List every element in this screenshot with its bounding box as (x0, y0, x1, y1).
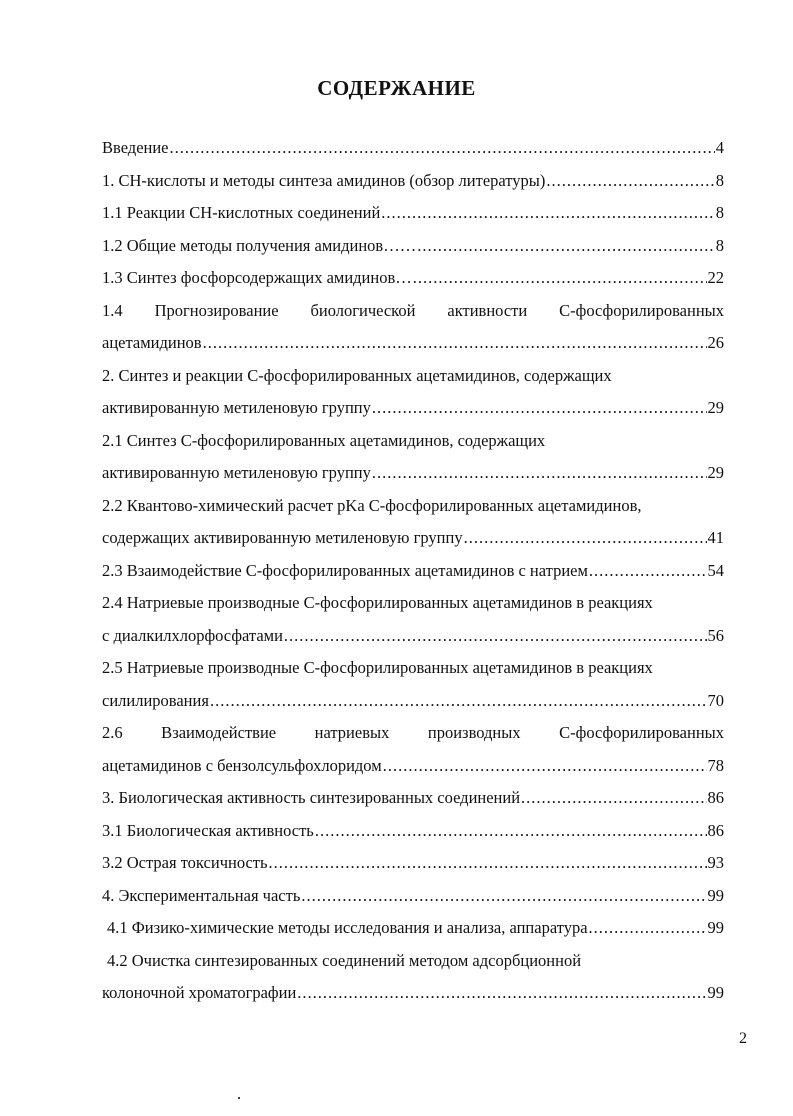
dot-leader (383, 750, 707, 783)
toc-entry-title-line: 2. Синтез и реакции С-фосфорилированных ацетамидинов, содержащих (102, 365, 612, 385)
page-title: СОДЕРЖАНИЕ (317, 76, 476, 100)
toc-entry-title-line: 1.4 Прогнозирование биологической активности С-фосфорилированных (102, 300, 724, 320)
toc-entry-page: 78 (707, 755, 724, 775)
toc-entry (102, 620, 724, 653)
page-number: 2 (739, 1030, 747, 1047)
toc-entry-page: 26 (707, 333, 724, 352)
toc-entry (102, 555, 724, 588)
toc-entry (102, 912, 724, 945)
toc-entry-page: 41 (707, 528, 724, 547)
toc-entry-title-line: 2.5 Натриевые производные С-фосфорилированных ацетамидинов в реакциях (102, 658, 653, 677)
toc-entry-page: 29 (707, 398, 724, 417)
dot-leader (464, 522, 707, 555)
toc-entry-page: 99 (707, 983, 724, 1002)
toc-entry-page: 8 (715, 170, 724, 190)
dot-leader (315, 815, 707, 848)
toc-entry-title: 3.2 Острая токсичность (102, 853, 268, 872)
toc-entry-title: содержащих активированную метиленовую группу (102, 528, 463, 547)
dot-leader (297, 977, 706, 1010)
toc-entry-page: 8 (715, 203, 724, 222)
toc-entry-page: 4 (715, 138, 724, 157)
dot-leader (269, 847, 707, 880)
toc-entry-title: силилирования (102, 690, 209, 710)
toc-entry (102, 457, 724, 490)
dot-leader (301, 880, 706, 913)
scan-artifact (238, 1097, 240, 1099)
toc-entry-page: 99 (707, 918, 724, 937)
dot-leader (521, 782, 706, 815)
toc-entry (102, 815, 724, 848)
toc-entry (102, 327, 724, 360)
dot-leader (417, 230, 715, 263)
dot-leader (372, 392, 707, 425)
dot-leader (381, 197, 714, 230)
toc-entry-title: 2.3 Взаимодействие С-фосфорилированных ацетамидинов с натрием (102, 560, 588, 580)
toc-entry-title: с диалкилхлорфосфатами (102, 625, 283, 645)
dot-leader (372, 457, 707, 490)
dot-leader (210, 685, 707, 718)
toc-entry-line (102, 945, 724, 978)
toc-entry-page: 8 (715, 235, 724, 255)
toc-entry-page: 99 (707, 885, 724, 905)
toc-entry-page: 93 (707, 853, 724, 872)
toc-entry-page: 29 (707, 463, 724, 482)
toc-entry-line (102, 717, 724, 750)
dot-leader (546, 165, 714, 198)
dot-leader (413, 262, 707, 295)
toc-entry-page: 22 (707, 268, 724, 287)
toc-entry-title: ацетамидинов с бензолсульфохлоридом (102, 755, 382, 775)
toc-entry (102, 132, 724, 165)
toc-entry-line (102, 425, 724, 458)
toc-entry-page: 86 (707, 788, 724, 807)
toc-entry-line (102, 652, 724, 685)
toc-entry-title-line: 2.4 Натриевые производные С-фосфорилированных ацетамидинов в реакциях (102, 593, 653, 612)
toc-entry-title: Введение (102, 138, 169, 157)
toc-entry-page: 54 (707, 560, 724, 580)
table-of-contents (102, 132, 724, 1010)
toc-entry-title: 3.1 Биологическая активность (102, 820, 314, 840)
toc-entry (102, 165, 724, 198)
dot-leader (284, 620, 707, 653)
dot-leader (589, 555, 707, 588)
toc-entry-title: активированную метиленовую группу (102, 463, 371, 482)
toc-entry (102, 880, 724, 913)
toc-entry-title-line: 2.1 Синтез С-фосфорилированных ацетамидинов, содержащих (102, 430, 546, 450)
toc-entry-title-line: 4.2 Очистка синтезированных соединений методом адсорбционной (107, 950, 582, 970)
toc-entry-line (102, 490, 724, 523)
toc-entry (102, 847, 724, 880)
dot-leader (589, 912, 707, 945)
toc-entry (102, 977, 724, 1010)
toc-entry-title: 1.2 Общие методы получения амидинов…… (102, 235, 417, 255)
toc-entry-title: 1. CH-кислоты и методы синтеза амидинов (обзор литературы) (102, 170, 546, 190)
toc-entry-title: колоночной хроматографии (102, 983, 297, 1002)
toc-entry-page: 56 (707, 625, 724, 645)
toc-entry-title: 1.1 Реакции CH-кислотных соединений (102, 203, 381, 222)
toc-entry (102, 685, 724, 718)
toc-entry-title-line: 2.2 Квантово-химический расчет pKa С-фосфорилированных ацетамидинов, (102, 495, 642, 515)
toc-entry-title: 4.1 Физико-химические методы исследования и анализа, аппаратура (107, 918, 588, 937)
toc-entry-title: активированную метиленовую группу (102, 398, 371, 417)
toc-entry (102, 392, 724, 425)
dot-leader (203, 327, 707, 360)
dot-leader (170, 132, 715, 165)
toc-entry (102, 522, 724, 555)
toc-entry-title: 3. Биологическая активность синтезированных соединений (102, 788, 521, 807)
toc-entry-page: 70 (707, 690, 724, 710)
toc-entry-line (102, 360, 724, 393)
toc-entry (102, 782, 724, 815)
toc-entry-page: 86 (707, 820, 724, 840)
toc-entry (102, 197, 724, 230)
toc-entry (102, 750, 724, 783)
toc-entry-line (102, 587, 724, 620)
toc-entry-title: ацетамидинов (102, 333, 202, 352)
toc-entry-line (102, 295, 724, 328)
toc-entry-title-line: 2.6 Взаимодействие натриевых производных С-фосфорилированных (102, 723, 724, 742)
toc-entry (102, 262, 724, 295)
toc-entry-title: 1.3 Синтез фосфорсодержащих амидинов… (102, 268, 412, 287)
toc-entry-title: 4. Экспериментальная часть (102, 885, 301, 905)
toc-entry (102, 230, 724, 263)
